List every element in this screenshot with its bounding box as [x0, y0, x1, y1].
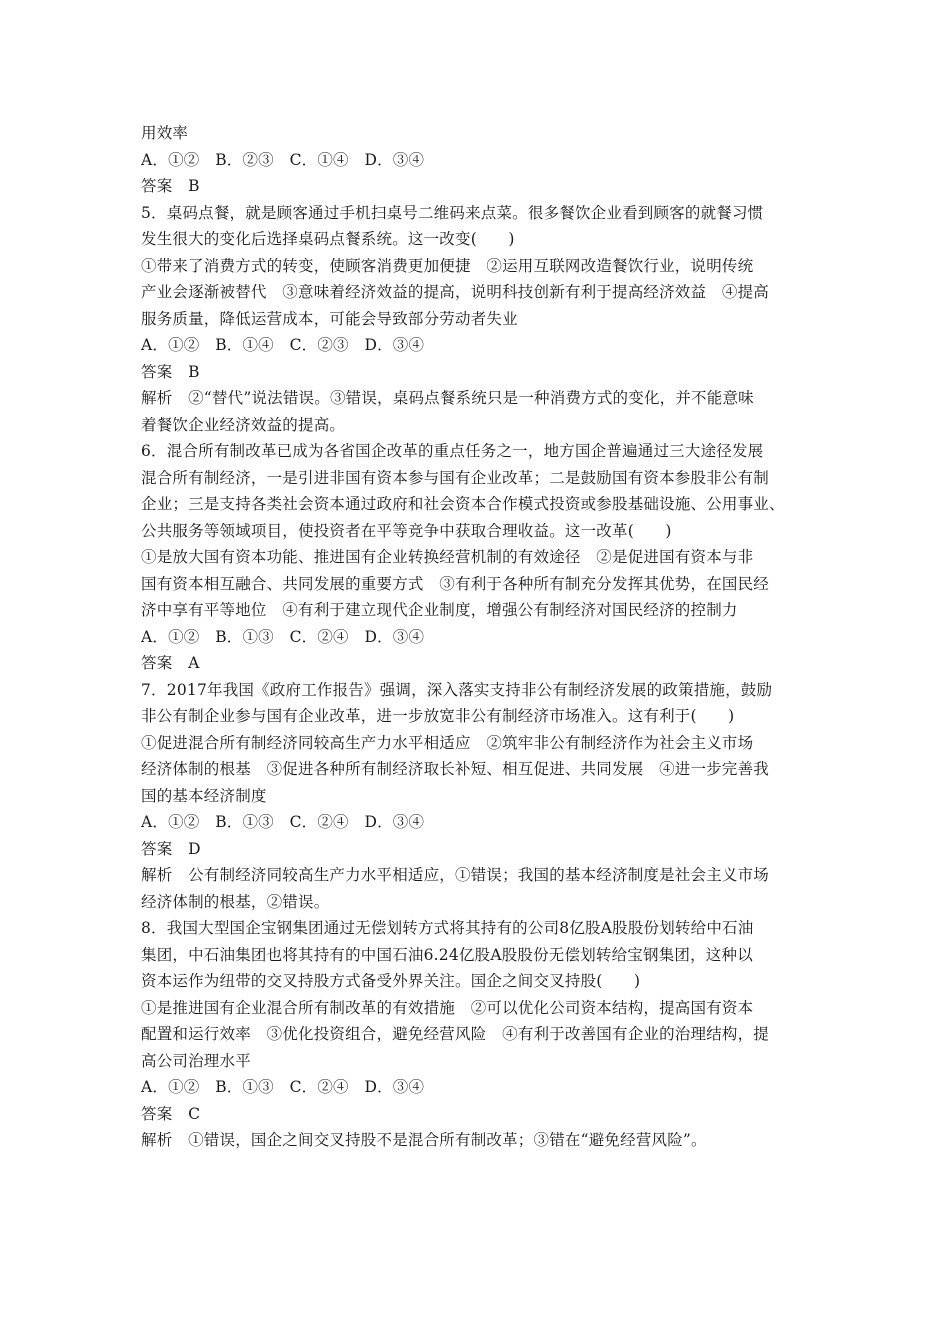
question-8-stem: 资本运作为纽带的交叉持股方式备受外界关注。国企之间交叉持股( )	[141, 972, 641, 990]
question-8-stem: 8．我国大型国企宝钢集团通过无偿划转方式将其持有的公司8亿股A股股份划转给中石油	[141, 919, 754, 937]
question-8-statements: 配置和运行效率 ③优化投资组合，避免经营风险 ④有利于改善国有企业的治理结构，提	[141, 1025, 770, 1043]
question-7-statements: 经济体制的根基 ③促进各种所有制经济取长补短、相互促进、共同发展 ④进一步完善我	[141, 760, 770, 778]
question-7-stem: 非公有制企业参与国有企业改革，进一步放宽非公有制经济市场准入。这有利于( )	[141, 707, 735, 725]
question-6-stem: 混合所有制经济，一是引进非国有资本参与国有企业改革；二是鼓励国有资本参股非公有制	[141, 468, 770, 487]
answer-key: 答案 A	[141, 654, 200, 672]
question-6-stem: 企业；三是支持各类社会资本通过政府和社会资本合作模式投资或参股基础设施、公用事业、	[141, 495, 785, 513]
question-7-stem: 7．2017年我国《政府工作报告》强调，深入落实支持非公有制经济发展的政策措施，鼓励	[141, 680, 773, 699]
question-7-statements: ①促进混合所有制经济同较高生产力水平相适应 ②筑牢非公有制经济作为社会主义市场	[141, 733, 754, 752]
question-8-statements: ①是推进国有企业混合所有制改革的有效措施 ②可以优化公司资本结构，提高国有资本	[141, 998, 754, 1017]
explanation: 解析 ②“替代”说法错误。③错误，桌码点餐系统只是一种消费方式的变化，并不能意味	[141, 389, 754, 407]
answer-key: 答案 B	[141, 177, 200, 195]
answer-key: 答案 D	[141, 839, 201, 858]
answer-key: 答案 B	[141, 362, 200, 381]
question-5-statements: 服务质量，降低运营成本，可能会导致部分劳动者失业	[141, 309, 518, 328]
explanation: 解析 ①错误，国企之间交叉持股不是混合所有制改革；③错在“避免经营风险”。	[141, 1131, 707, 1149]
answer-options: A．①② B．①④ C．②③ D．③④	[141, 336, 425, 354]
answer-options: A．①② B．①③ C．②④ D．③④	[141, 1078, 425, 1096]
question-8-stem: 集团，中石油集团也将其持有的中国石油6.24亿股A股股份无偿划转给宝钢集团，这种以	[141, 945, 753, 964]
question-5-statements: 产业会逐渐被替代 ③意味着经济效益的提高，说明科技创新有利于提高经济效益 ④提高	[141, 283, 770, 301]
explanation: 解析 公有制经济同较高生产力水平相适应，①错误；我国的基本经济制度是社会主义市场	[141, 866, 770, 884]
answer-options: A．①② B．①③ C．②④ D．③④	[141, 627, 425, 646]
question-5-statements: ①带来了消费方式的转变，使顾客消费更加便捷 ②运用互联网改造餐饮行业，说明传统	[141, 256, 754, 275]
question-6-stem: 6．混合所有制改革已成为各省国企改革的重点任务之一，地方国企普遍通过三大途径发展	[141, 442, 764, 460]
question-5-stem: 5．桌码点餐，就是顾客通过手机扫桌号二维码来点菜。很多餐饮企业看到顾客的就餐习惯	[141, 203, 764, 222]
answer-key: 答案 C	[141, 1104, 201, 1123]
text-line: 用效率	[141, 124, 189, 142]
question-6-statements: 国有资本相互融合、共同发展的重要方式 ③有利于各种所有制充分发挥其优势，在国民经	[141, 574, 770, 593]
answer-options: A．①② B．②③ C．①④ D．③④	[141, 150, 425, 169]
document-body	[141, 120, 821, 1154]
answer-options: A．①② B．①③ C．②④ D．③④	[141, 813, 425, 831]
explanation: 着餐饮企业经济效益的提高。	[141, 415, 346, 434]
question-7-statements: 国的基本经济制度	[141, 786, 267, 805]
question-8-statements: 高公司治理水平	[141, 1051, 251, 1070]
question-6-statements: ①是放大国有资本功能、推进国有企业转换经营机制的有效途径 ②是促进国有资本与非	[141, 548, 754, 566]
question-6-stem: 公共服务等领域项目，使投资者在平等竞争中获取合理收益。这一改革( )	[141, 521, 672, 540]
question-6-statements: 济中享有平等地位 ④有利于建立现代企业制度，增强公有制经济对国民经济的控制力	[141, 601, 738, 619]
explanation: 经济体制的根基，②错误。	[141, 892, 330, 911]
question-5-stem: 发生很大的变化后选择桌码点餐系统。这一改变( )	[141, 230, 515, 248]
